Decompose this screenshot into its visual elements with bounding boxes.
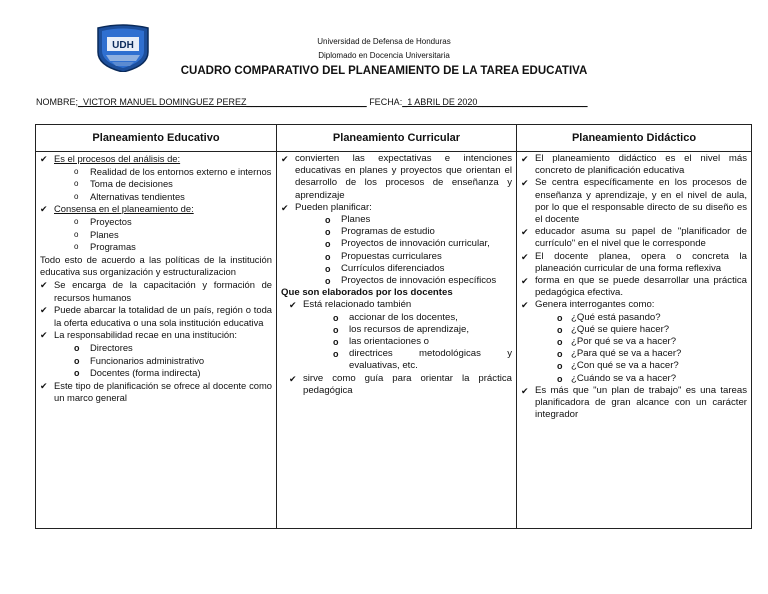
sub-item: o Docentes (forma indirecta) — [40, 367, 272, 380]
list-item: ✔ Es más que "un plan de trabajo" es una tareas planificadora de gran alcance con un carácter integrador — [521, 385, 747, 422]
date-label: FECHA: — [369, 97, 403, 107]
name-value: _VICTOR MANUEL DOMINGUEZ PEREZ________________________ — [78, 97, 367, 107]
sub-item: o ¿Por qué se va a hacer? — [521, 336, 747, 348]
sub-item: o Proyectos de innovación curricular, — [281, 238, 512, 250]
list-item: ✔ Este tipo de planificación se ofrece al docente como un marco general — [40, 380, 272, 405]
column-educativo — [36, 152, 277, 529]
list-item: ✔ El docente planea, opera o concreta la planeación curricular de una forma reflexiva — [521, 251, 747, 275]
header-planeamiento-educativo: Planeamiento Educativo — [36, 125, 277, 152]
sub-item: o los recursos de aprendizaje, — [289, 324, 512, 336]
diploma-name: Diplomado en Docencia Universitaria — [318, 51, 450, 60]
comparison-table — [35, 124, 752, 529]
sub-item: o Proyectos de innovación específicos — [281, 275, 512, 287]
list-item: ✔ Genera interrogantes como: — [521, 299, 747, 311]
list-item: ✔ forma en que se puede desarrollar una práctica pedagógica efectiva. — [521, 275, 747, 299]
sub-item: o ¿Para qué se va a hacer? — [521, 348, 747, 360]
header-planeamiento-curricular: Planeamiento Curricular — [277, 125, 517, 152]
sub-item: o Directores — [40, 342, 272, 355]
list-item: ✔ Puede abarcar la totalidad de un país, región o toda la oferta educativa o una sola institución educativa — [40, 304, 272, 329]
sub-item: o accionar de los docentes, — [289, 312, 512, 324]
sub-item: o Realidad de los entornos externo e internos — [40, 166, 272, 179]
sub-item: o ¿Con qué se va a hacer? — [521, 360, 747, 372]
university-name: Universidad de Defensa de Honduras — [317, 37, 451, 46]
sub-item: o Proyectos — [40, 216, 272, 229]
column-didactico — [517, 152, 752, 529]
sub-item: o ¿Qué se quiere hacer? — [521, 324, 747, 336]
sub-item: o Toma de decisiones — [40, 178, 272, 191]
header-planeamiento-didactico: Planeamiento Didáctico — [517, 125, 752, 152]
sub-item: o ¿Qué está pasando? — [521, 312, 747, 324]
name-date-line — [36, 97, 588, 107]
logo-text: UDH — [112, 40, 134, 51]
sub-item: o Programas de estudio — [281, 226, 512, 238]
name-label: NOMBRE; — [36, 97, 79, 107]
list-item: ✔ Está relacionado también — [289, 299, 512, 311]
list-item: ✔ Se centra específicamente en los procesos de enseñanza y aprendizaje, y en el nivel de aula, por lo que el responsable directo de su diseño es el docente — [521, 177, 747, 226]
list-item: ✔ sirve como guía para orientar la práctica pedagógica — [289, 373, 512, 397]
sub-item: o Propuestas curriculares — [281, 251, 512, 263]
column-curricular — [277, 152, 517, 529]
list-item: ✔ El planeamiento didáctico es el nivel más concreto de planificación educativa — [521, 153, 747, 177]
sub-item: o ¿Cuándo se va a hacer? — [521, 373, 747, 385]
list-item: ✔ Se encarga de la capacitación y formación de recursos humanos — [40, 279, 272, 304]
sub-item: o Currículos diferenciados — [281, 263, 512, 275]
sub-item: o Planes — [281, 214, 512, 226]
sub-item: o las orientaciones o — [289, 336, 512, 348]
list-item: ✔ educador asuma su papel de "planificador de currículo" en el nivel que le corresponde — [521, 226, 747, 250]
sub-item: o directrices metodológicas y evaluativas, etc. — [289, 348, 512, 372]
list-item: ✔ convierten las expectativas e intenciones educativas en planes y proyectos que orientan el desarrollo de los procesos de enseñanza y aprendizaje — [281, 153, 512, 202]
sub-item: o Funcionarios administrativo — [40, 355, 272, 368]
sub-item: o Planes — [40, 229, 272, 242]
date-value: _1 ABRIL DE 2020______________________ — [402, 97, 588, 107]
list-item: ✔ La responsabilidad recae en una institución: — [40, 329, 272, 342]
section-heading: Que son elaborados por los docentes — [281, 287, 453, 299]
list-item: ✔ Es el procesos del análisis de: — [40, 153, 272, 166]
sub-item: o Programas — [40, 241, 272, 254]
list-item: ✔ Pueden planificar: — [281, 202, 512, 214]
paragraph: Todo esto de acuerdo a las políticas de la institución educativa sus organización y estructuralizacion — [40, 253, 272, 278]
sub-item: o Alternativas tendientes — [40, 191, 272, 204]
document-title: CUADRO COMPARATIVO DEL PLANEAMIENTO DE LA TAREA EDUCATIVA — [180, 65, 588, 77]
list-item: ✔ Consensa en el planeamiento de: — [40, 203, 272, 216]
